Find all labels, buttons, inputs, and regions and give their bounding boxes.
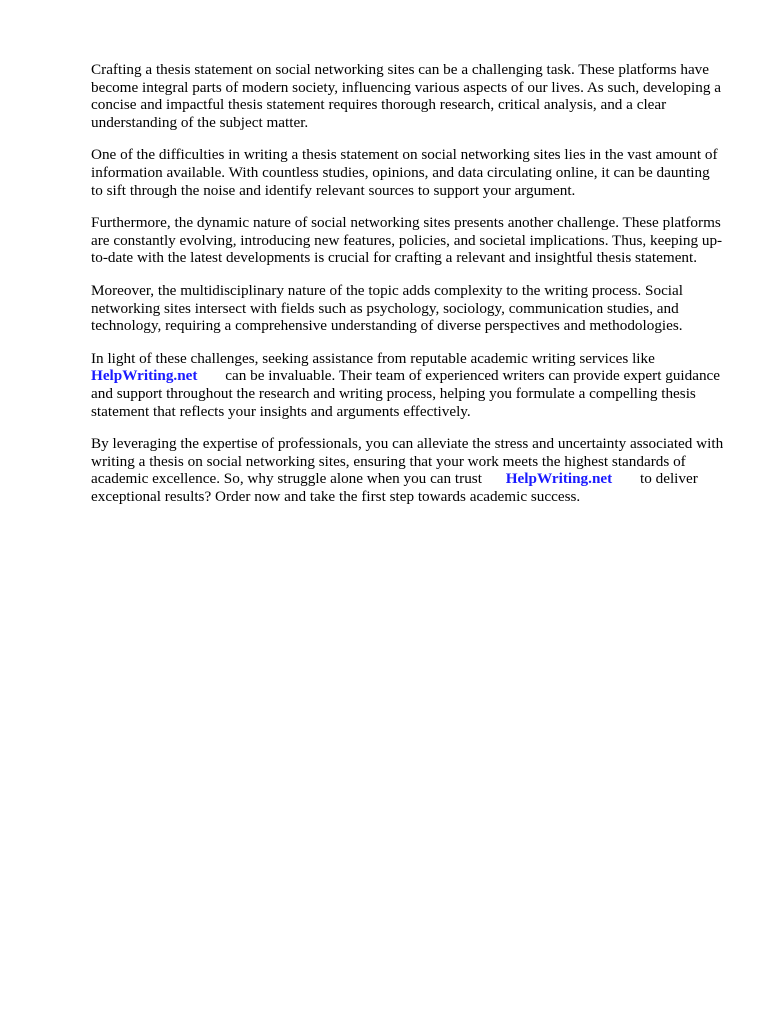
paragraph-assistance-text-start: In light of these challenges, seeking assistance from reputable academic writing services like [91, 349, 655, 367]
paragraph-conclusion-text-end: to deliver exceptional results? Order now and take the first step towards academic success. [91, 470, 698, 505]
helpwriting-link[interactable]: HelpWriting.net [505, 470, 613, 488]
paragraph-multidisciplinary: Moreover, the multidisciplinary nature of the topic adds complexity to the writing process. Social networking sites intersect with fields such as psychology, sociology, communication studies, and technology, requiring a comprehensive understanding of diverse perspectives and methodologies. [91, 281, 683, 335]
paragraph-assistance-text-end: can be invaluable. Their team of experienced writers can provide expert guidance and support throughout the research and writing process, helping you formulate a compelling thesis statement that reflects your insights and arguments effectively. [91, 367, 721, 420]
document-page [91, 61, 725, 520]
paragraph-dynamic-nature: Furthermore, the dynamic nature of social networking sites presents another challenge. These platforms are constantly evolving, introducing new features, policies, and societal implications. Thus, keeping up-to-date with the latest developments is crucial for crafting a relevant and insightful thesis statement. [91, 214, 723, 267]
paragraph-intro: Crafting a thesis statement on social networking sites can be a challenging task. These platforms have become integral parts of modern society, influencing various aspects of our lives. As such, developing a concise and impactful thesis statement requires thorough research, critical analysis, and a clear understanding of the subject matter. [91, 61, 721, 131]
helpwriting-link[interactable]: HelpWriting.net [91, 367, 198, 385]
paragraph-assistance [91, 350, 725, 420]
paragraph-conclusion [91, 435, 725, 505]
paragraph-difficulties: One of the difficulties in writing a thesis statement on social networking sites lies in the vast amount of information available. With countless studies, opinions, and data circulating online, it can be daunting to sift through the noise and identify relevant sources to support your argument. [91, 146, 718, 199]
paragraph-conclusion-text-start: By leveraging the expertise of professionals, you can alleviate the stress and uncertainty associated with writing a thesis on social networking sites, ensuring that your work meets the highest standards of academic excellence. So, why struggle alone when you can trust [91, 435, 724, 488]
